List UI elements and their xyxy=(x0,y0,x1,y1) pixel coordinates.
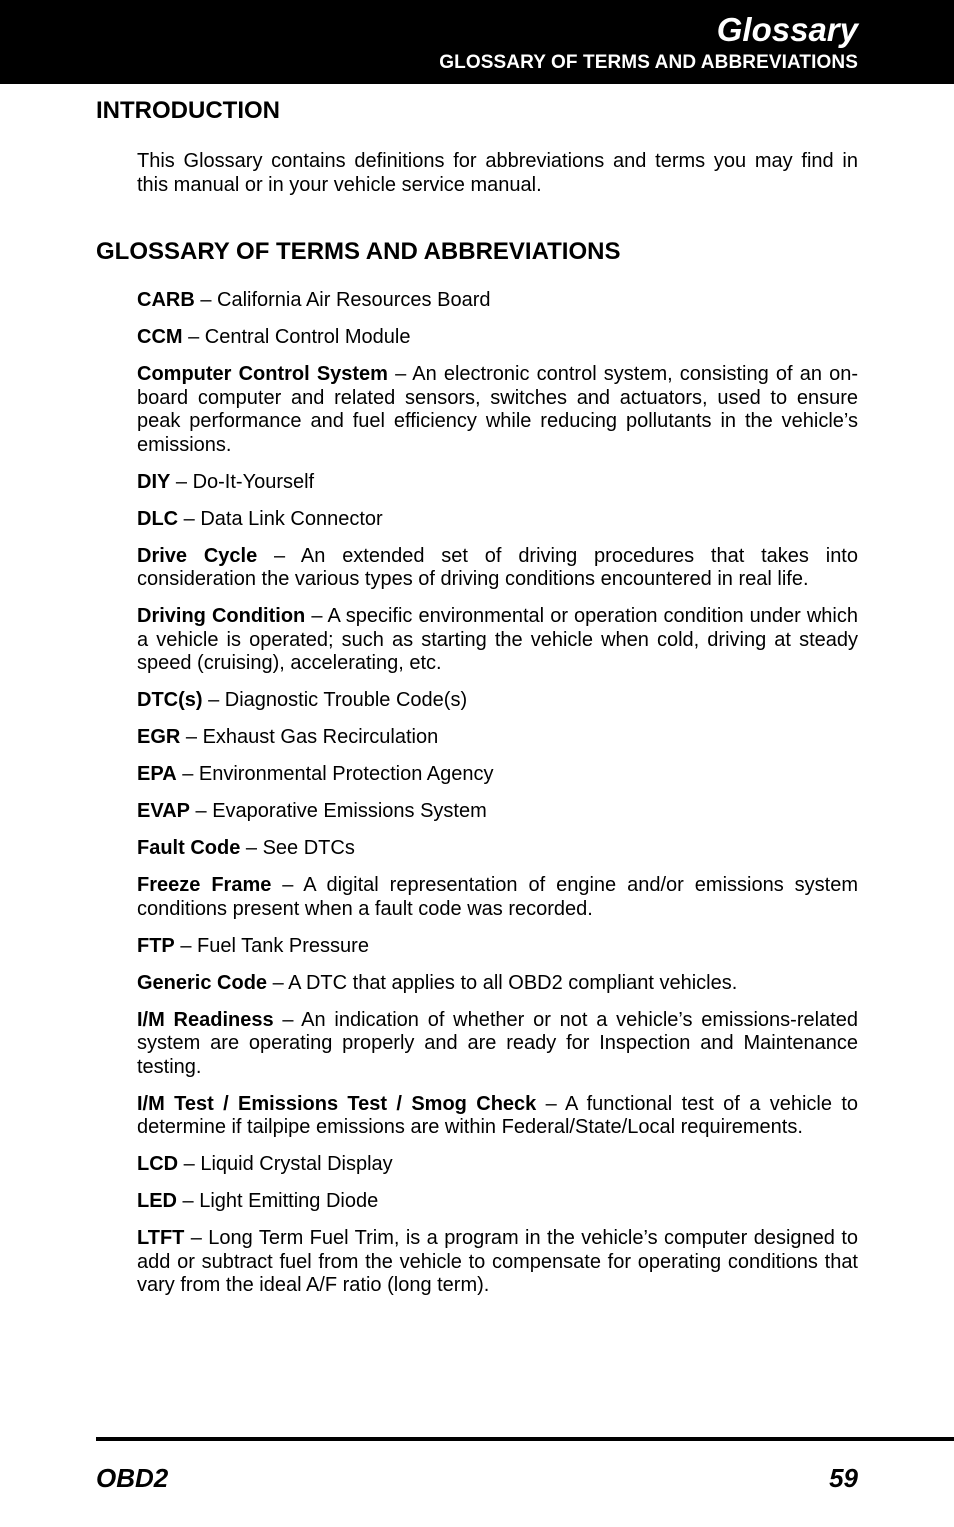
glossary-entry xyxy=(137,1190,858,1214)
glossary-definition: – A digital representation of engine and/or emissions system conditions present when a fault code was recorded. xyxy=(137,874,858,920)
glossary-definition: – Exhaust Gas Recirculation xyxy=(180,726,439,748)
glossary-definition: – A DTC that applies to all OBD2 compliant vehicles. xyxy=(267,971,738,994)
glossary-term: Drive Cycle xyxy=(137,544,258,567)
glossary-term: DIY xyxy=(137,470,171,493)
glossary-definition: – An indication of whether or not a vehicle’s emissions-related system are operating properly and are ready for Inspection and Maintenance testing. xyxy=(137,1008,858,1078)
glossary-term: Fault Code xyxy=(137,837,241,859)
glossary-entry xyxy=(137,800,858,824)
glossary-entry xyxy=(137,935,858,959)
glossary-term: Generic Code xyxy=(137,971,268,994)
glossary-entry xyxy=(137,1009,858,1080)
glossary-term: DTC(s) xyxy=(137,689,203,711)
glossary-term: CARB xyxy=(137,289,195,311)
glossary-term: DLC xyxy=(137,507,179,530)
glossary-definition: – A functional test of a vehicle to determine if tailpipe emissions are within Federal/State/Local requirements. xyxy=(137,1092,858,1138)
glossary-term: I/M Readiness xyxy=(137,1008,274,1031)
introduction-heading: INTRODUCTION xyxy=(96,97,280,124)
glossary-definition: – Central Control Module xyxy=(182,326,411,348)
glossary-term: LTFT xyxy=(137,1227,185,1249)
glossary-term: EVAP xyxy=(137,800,190,822)
glossary-entry xyxy=(137,837,858,861)
glossary-term: FTP xyxy=(137,934,175,957)
glossary-term: EPA xyxy=(137,763,177,785)
glossary-entry xyxy=(137,1153,858,1177)
footer-divider xyxy=(96,1437,954,1441)
glossary-term: EGR xyxy=(137,726,181,748)
glossary-list xyxy=(137,289,858,1311)
glossary-entry xyxy=(137,972,858,996)
glossary-entry xyxy=(137,508,858,532)
glossary-definition: – Do-It-Yourself xyxy=(170,470,315,493)
page-subtitle: GLOSSARY OF TERMS AND ABBREVIATIONS xyxy=(439,52,858,73)
glossary-definition: – Diagnostic Trouble Code(s) xyxy=(202,689,468,711)
glossary-term: CCM xyxy=(137,326,183,348)
glossary-term: Driving Condition xyxy=(137,605,306,627)
glossary-definition: – An extended set of driving procedures that takes into consideration the various types of driving conditions encountered in real life. xyxy=(137,544,858,590)
glossary-definition: – See DTCs xyxy=(240,837,355,859)
glossary-definition: – Fuel Tank Pressure xyxy=(174,934,369,957)
glossary-term: Freeze Frame xyxy=(137,874,272,896)
glossary-definition: – Evaporative Emissions System xyxy=(189,800,487,822)
glossary-definition: – Data Link Connector xyxy=(178,507,383,530)
glossary-entry xyxy=(137,1093,858,1140)
glossary-definition: – California Air Resources Board xyxy=(194,289,491,311)
glossary-definition: – Long Term Fuel Trim, is a program in the vehicle’s computer designed to add or subtract fuel from the vehicle to compensate for operating conditions that vary from the ideal A/F ratio (long term). xyxy=(137,1227,858,1296)
glossary-definition: – Liquid Crystal Display xyxy=(178,1153,393,1175)
page-title: Glossary xyxy=(716,11,858,48)
glossary-entry xyxy=(137,726,858,750)
glossary-entry xyxy=(137,471,858,495)
glossary-entry xyxy=(137,874,858,921)
glossary-term: LED xyxy=(137,1190,177,1212)
glossary-definition: – Light Emitting Diode xyxy=(177,1190,379,1212)
glossary-entry xyxy=(137,545,858,592)
glossary-definition: – An electronic control system, consisting of an on-board computer and related sensors, switches and actuators, used to ensure peak performance and fuel efficiency while reducing pollutants in the vehicle’s emissions. xyxy=(137,363,858,456)
glossary-term: I/M Test / Emissions Test / Smog Check xyxy=(137,1092,537,1115)
introduction-text: This Glossary contains definitions for abbreviations and terms you may find in this manual or in your vehicle service manual. xyxy=(137,150,858,196)
footer-product-name: OBD2 xyxy=(96,1463,169,1493)
glossary-entry xyxy=(137,326,858,350)
glossary-entry xyxy=(137,605,858,676)
header-bar xyxy=(0,0,954,84)
glossary-heading: GLOSSARY OF TERMS AND ABBREVIATIONS xyxy=(96,238,621,265)
glossary-definition: – Environmental Protection Agency xyxy=(176,763,494,785)
glossary-entry xyxy=(137,763,858,787)
glossary-term: Computer Control System xyxy=(137,363,388,385)
glossary-definition: – A specific environmental or operation condition under which a vehicle is operated; such as starting the vehicle when cold, driving at steady speed (cruising), accelerating, etc. xyxy=(137,605,858,674)
glossary-entry xyxy=(137,363,858,457)
glossary-entry xyxy=(137,689,858,713)
glossary-entry xyxy=(137,1227,858,1298)
glossary-entry xyxy=(137,289,858,313)
glossary-term: LCD xyxy=(137,1153,179,1175)
page-number: 59 xyxy=(829,1463,858,1493)
